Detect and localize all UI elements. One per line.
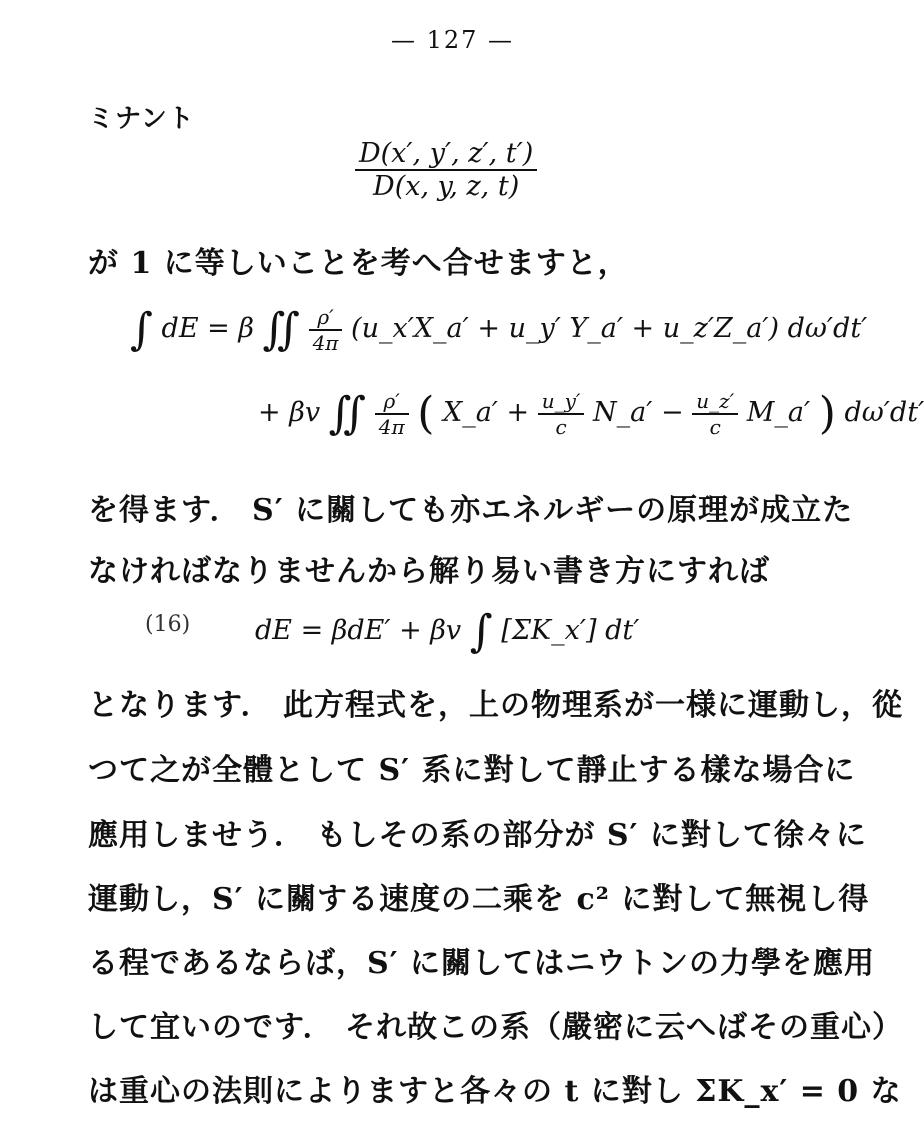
page-number: — 127 — bbox=[390, 26, 515, 54]
energy-2-f2-num: u_y′ bbox=[538, 389, 585, 415]
text-line-8: 運動し，S′ に關する速度の二乘を c² に對して無視し得 bbox=[88, 882, 870, 917]
text-line-9: る程であるならば，S′ に關してはニウトンの力學を應用 bbox=[88, 946, 876, 981]
right-paren: ) bbox=[818, 388, 836, 439]
eq16-tail: [ΣK_x′] dt′ bbox=[501, 615, 640, 646]
integral-sign-16: ∫ bbox=[469, 606, 493, 657]
text-line-2: が 1 に等しいことを考へ合せますと， bbox=[88, 246, 629, 281]
energy-2-f2-den: c bbox=[555, 414, 567, 439]
jacobian-denominator: D(x, y, z, t) bbox=[373, 171, 520, 202]
text-line-11: は重心の法則によりますと各々の t に對し ΣK_x′ = 0 な bbox=[88, 1074, 902, 1109]
energy-2-term2: N_a′ − bbox=[593, 397, 684, 428]
energy-equation-line-2 bbox=[258, 388, 924, 439]
energy-2-f3-den: c bbox=[709, 414, 721, 439]
text-line-4: なければなりませんから解り易い書き方にすれば bbox=[88, 554, 770, 589]
text-line-10: して宜いのです． それ故この系（嚴密に云へばその重心） bbox=[88, 1010, 904, 1045]
energy-2-frac-num: ρ′ bbox=[375, 389, 409, 415]
text-line-7: 應用しませう． もしその系の部分が S′ に對して徐々に bbox=[88, 818, 867, 853]
energy-2-f3-num: u_z′ bbox=[692, 389, 738, 415]
energy-1-frac-den: 4π bbox=[312, 330, 339, 355]
energy-2-term1: X_a′ + bbox=[442, 397, 530, 428]
equation-16 bbox=[255, 606, 639, 657]
text-line-1: ミナント bbox=[88, 104, 195, 134]
jacobian-numerator: D(x′, y′, z′, t′) bbox=[355, 138, 537, 171]
energy-equation-line-1 bbox=[130, 304, 867, 355]
energy-lhs: dE = β bbox=[161, 313, 254, 344]
energy-2-term3: M_a′ bbox=[746, 397, 811, 428]
left-paren: ( bbox=[417, 388, 435, 439]
double-integral-sign-2: ∬ bbox=[328, 388, 367, 439]
energy-1-frac-num: ρ′ bbox=[309, 305, 343, 331]
eq16-expression: dE = βdE′ + βv bbox=[255, 615, 462, 646]
text-line-3: を得ます． S′ に關しても亦エネルギーの原理が成立た bbox=[88, 493, 854, 528]
energy-2-frac-den: 4π bbox=[378, 414, 405, 439]
energy-1-body: (u_x′X_a′ + u_y′ Y_a′ + u_z′Z_a′) dω′dt′ bbox=[351, 313, 868, 344]
double-integral-sign: ∬ bbox=[262, 304, 300, 355]
equation-number-16: (16) bbox=[145, 612, 191, 637]
jacobian-fraction bbox=[355, 138, 537, 202]
energy-2-tail: dω′dt′ bbox=[844, 397, 924, 428]
integral-sign: ∫ bbox=[130, 304, 153, 355]
text-line-5: となります． 此方程式を，上の物理系が一様に運動し，從 bbox=[88, 688, 904, 723]
text-line-6: つて之が全體として S′ 系に對して靜止する樣な場合に bbox=[88, 753, 856, 788]
energy-2-prefix: + βv bbox=[258, 397, 321, 428]
